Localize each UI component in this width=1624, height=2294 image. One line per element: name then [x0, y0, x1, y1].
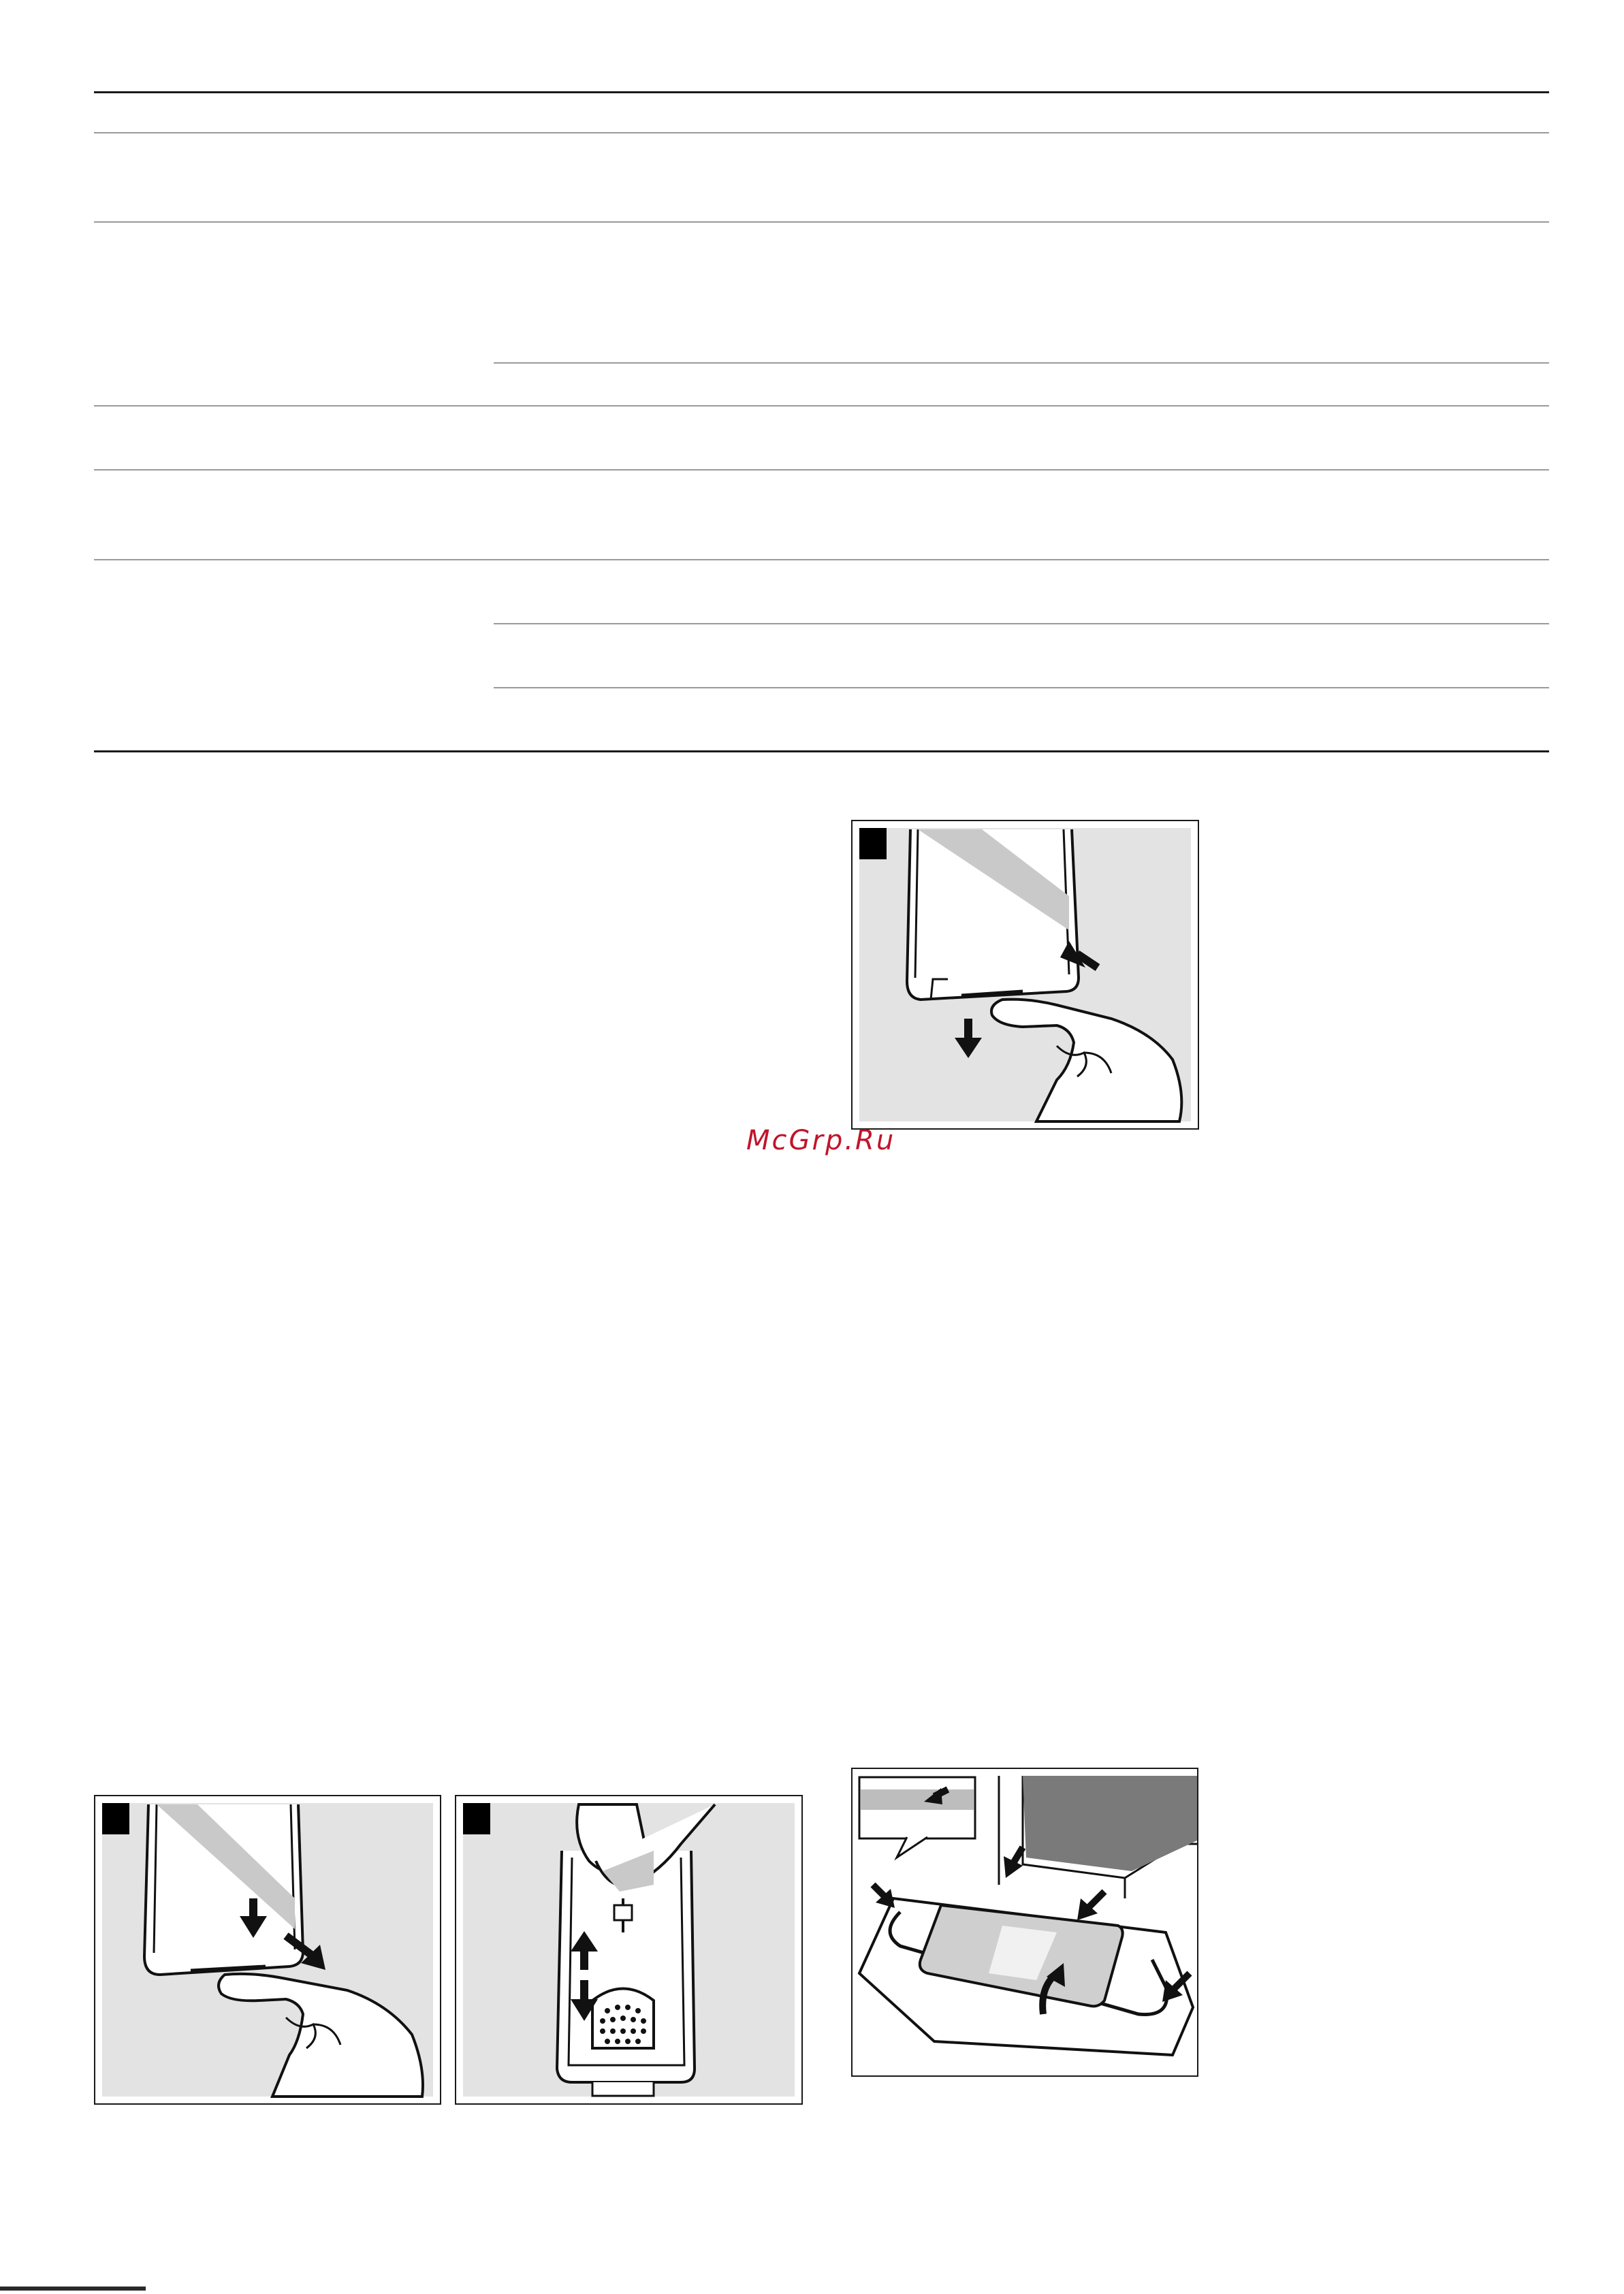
table-row-rule [94, 221, 1549, 223]
table-subrow-rule [494, 623, 1549, 624]
table-top-rule [94, 91, 1549, 93]
table-subrow-rule [494, 687, 1549, 688]
table-row-rule [94, 405, 1549, 407]
table-row-rule [94, 559, 1549, 560]
table-row-rule [94, 469, 1549, 471]
figure-door-strip [851, 820, 1199, 1130]
tank-lid-illustration [95, 1796, 440, 2103]
page-footer-tab [0, 2287, 146, 2291]
filter-insert-illustration [456, 1796, 801, 2103]
watermark-text: McGrp.Ru [746, 1125, 896, 1156]
step-badge [102, 1803, 129, 1834]
figure-door-seal [851, 1768, 1198, 2077]
figure-tank-lid [94, 1795, 441, 2105]
figure-filter-insert [455, 1795, 803, 2105]
table-subrow-rule [494, 362, 1549, 364]
table-bottom-rule [94, 750, 1549, 752]
step-badge [463, 1803, 490, 1834]
table-header-rule [94, 132, 1549, 133]
step-badge [859, 828, 887, 859]
door-seal-illustration [853, 1769, 1197, 2075]
door-strip-illustration [853, 821, 1198, 1128]
